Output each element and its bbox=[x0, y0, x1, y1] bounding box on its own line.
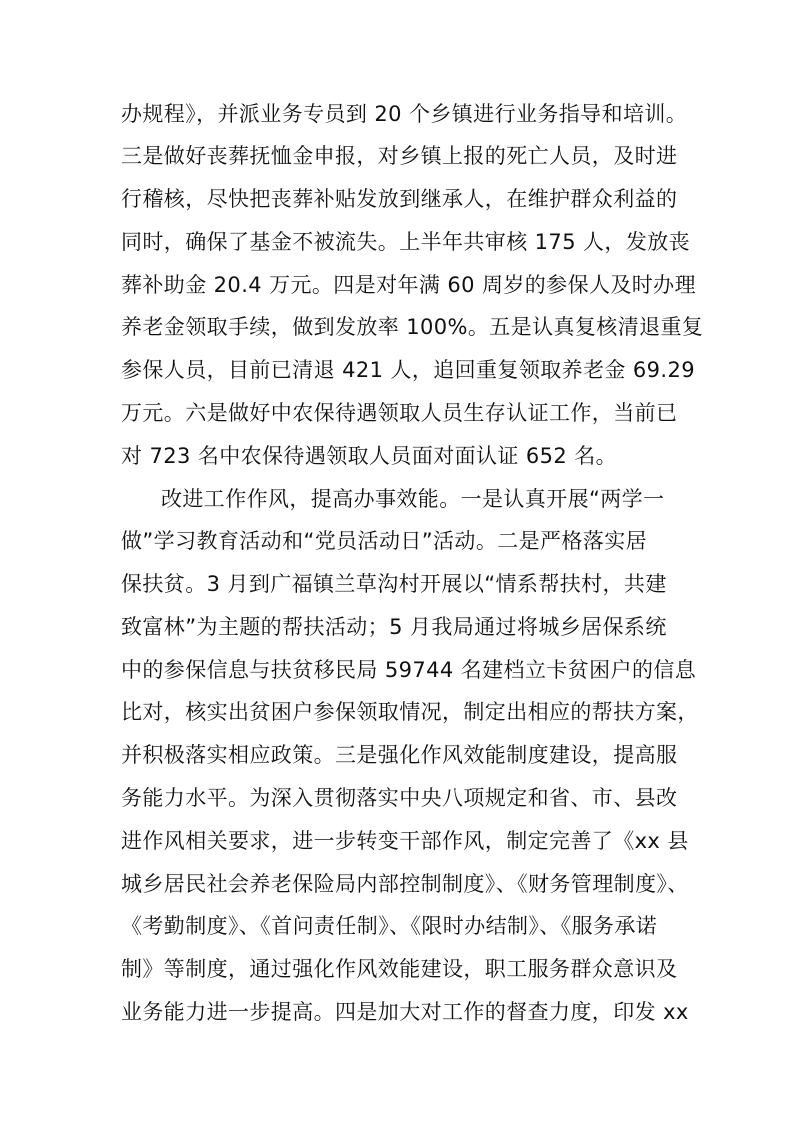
text-line-22: 业务能力进一步提高。四是加大对工作的督查力度，印发 xx bbox=[121, 1000, 689, 1024]
text-line-4: 同时，确保了基金不被流失。上半年共审核 175 人，发放丧 bbox=[121, 230, 691, 254]
text-line-12: 保扶贫。3 月到广福镇兰草沟村开展以“情系帮扶村，共建 bbox=[121, 572, 667, 596]
text-line-11: 做”学习教育活动和“党员活动日”活动。二是严格落实居 bbox=[121, 529, 648, 553]
text-line-20: 《考勤制度》、《首问责任制》、《限时办结制》、《服务承诺 bbox=[121, 914, 658, 938]
text-line-6: 养老金领取手续，做到发放率 100%。五是认真复核清退重复 bbox=[121, 315, 704, 339]
text-line-13: 致富林”为主题的帮扶活动；5 月我局通过将城乡居保系统 bbox=[121, 615, 667, 639]
text-line-1: 办规程》，并派业务专员到 20 个乡镇进行业务指导和培训。 bbox=[121, 102, 688, 126]
text-line-2: 三是做好丧葬抚恤金申报，对乡镇上报的死亡人员，及时进 bbox=[121, 144, 678, 168]
text-line-14: 中的参保信息与扶贫移民局 59744 名建档立卡贫困户的信息 bbox=[121, 658, 697, 682]
text-line-5: 葬补助金 20.4 万元。四是对年满 60 周岁的参保人及时办理 bbox=[121, 273, 696, 297]
text-line-7: 参保人员，目前已清退 421 人，追回重复领取养老金 69.29 bbox=[121, 358, 696, 382]
text-line-21: 制》等制度，通过强化作风效能建设，职工服务群众意识及 bbox=[121, 957, 678, 981]
text-line-17: 务能力水平。为深入贯彻落实中央八项规定和省、市、县改 bbox=[121, 786, 678, 810]
text-line-16: 并积极落实相应政策。三是强化作风效能制度建设，提高服 bbox=[121, 743, 678, 767]
text-line-10: 改进工作作风，提高办事效能。一是认真开展“两学一 bbox=[161, 487, 665, 511]
text-line-9: 对 723 名中农保待遇领取人员面对面认证 652 名。 bbox=[121, 444, 618, 468]
text-line-18: 进作风相关要求，进一步转变干部作风，制定完善了《xx 县 bbox=[121, 829, 689, 853]
text-line-15: 比对，核实出贫困户参保领取情况，制定出相应的帮扶方案， bbox=[121, 700, 699, 724]
text-line-19: 城乡居民社会养老保险局内部控制制度》、《财务管理制度》、 bbox=[121, 872, 689, 896]
text-line-3: 行稽核，尽快把丧葬补贴发放到继承人，在维护群众利益的 bbox=[121, 187, 678, 211]
text-line-8: 万元。六是做好中农保待遇领取人员生存认证工作，当前已 bbox=[121, 401, 678, 425]
